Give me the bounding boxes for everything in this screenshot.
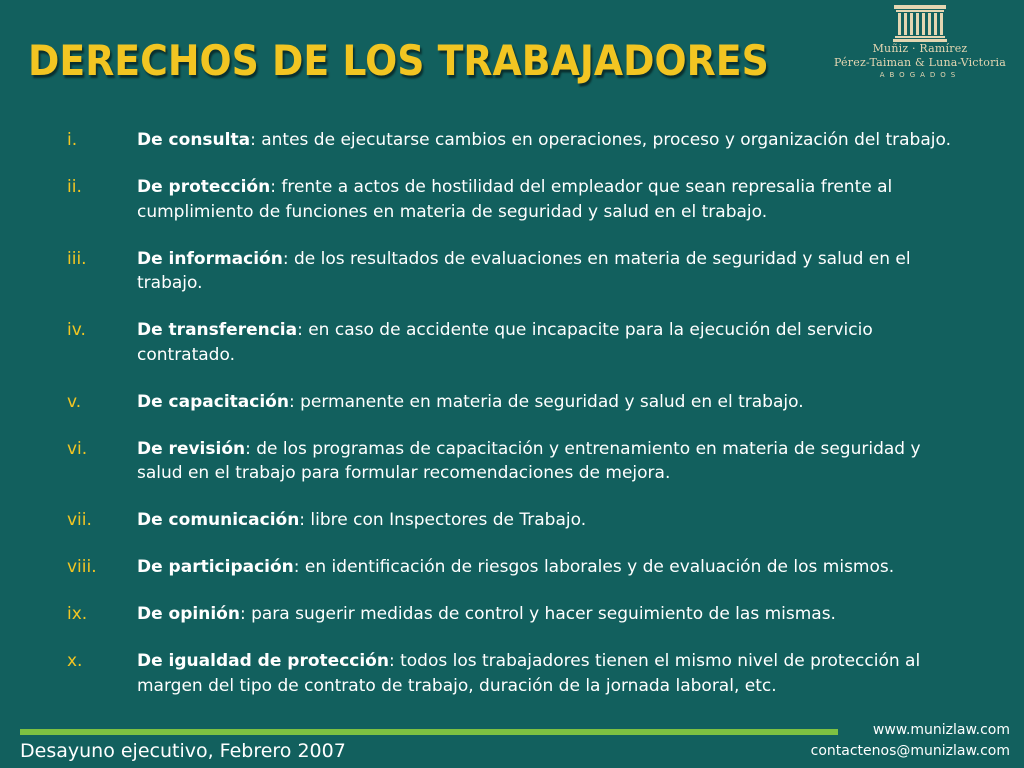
list-item [0,175,1024,224]
item-body [137,437,967,486]
item-number: ix. [67,604,88,624]
logo-subtitle: ABOGADOS [879,71,961,79]
rights-list [0,128,1024,721]
item-body [137,175,967,224]
item-term: De protección [137,177,271,197]
item-description: : todos los trabajadores tienen el mismo nivel de protección al margen del tipo de contrato de trabajo, duración de la jornada laboral, etc. [137,651,921,696]
item-term: De consulta [137,130,251,150]
footer-event: Desayuno ejecutivo, Febrero 2007 [20,740,346,762]
item-term: De comunicación [137,510,300,530]
logo-firm-name-line1: Muñiz · Ramírez [872,42,968,55]
item-body [137,555,967,580]
item-body [137,602,967,627]
website-link[interactable]: www.munizlaw.com [872,722,1010,738]
item-number: x. [67,651,83,671]
list-item [0,508,1024,533]
item-description: : antes de ejecutarse cambios en operaciones, proceso y organización del trabajo. [250,130,951,150]
item-term: De capacitación [137,391,289,412]
item-body [137,318,967,367]
item-number: v. [67,391,82,412]
list-item [0,128,1024,153]
item-description: : de los programas de capacitación y entrenamiento en materia de seguridad y salud en el trabajo para formular recomendaciones de mejora. [137,438,921,483]
slide-title: DERECHOS DE LOS TRABAJADORES [28,36,769,85]
item-body [137,508,967,533]
building-columns-icon [892,4,948,42]
item-term: De participación [137,557,294,577]
item-body [137,390,967,415]
item-number: viii. [67,557,97,577]
item-term: De información [137,248,283,269]
item-description: : en identificación de riesgos laborales y de evaluación de los mismos. [293,557,895,577]
item-number: iv. [67,320,86,340]
item-term: De revisión [137,438,246,459]
firm-logo [822,4,1018,90]
list-item [0,649,1024,698]
list-item [0,390,1024,415]
logo-firm-name-line2: Pérez-Taiman & Luna-Victoria [833,56,1007,69]
item-term: De opinión [137,604,240,624]
list-item [0,555,1024,580]
item-body [137,247,967,296]
item-description: : libre con Inspectores de Trabajo. [299,510,587,530]
list-item [0,247,1024,296]
list-item [0,437,1024,486]
item-description: : en caso de accidente que incapacite para la ejecución del servicio contratado. [137,320,873,365]
item-body [137,128,967,153]
item-description: : frente a actos de hostilidad del empleador que sean represalia frente al cumplimiento de funciones en materia de seguridad y salud en el trabajo. [137,177,893,222]
list-item [0,602,1024,627]
item-description: : permanente en materia de seguridad y salud en el trabajo. [288,391,804,412]
item-number: iii. [67,248,87,269]
item-body [137,649,967,698]
item-description: : para sugerir medidas de control y hacer seguimiento de las mismas. [239,604,836,624]
item-term: De igualdad de protección [137,651,389,671]
email-link[interactable]: contactenos@munizlaw.com [810,743,1010,759]
item-number: vi. [67,438,88,459]
item-term: De transferencia [137,320,298,340]
footer-contact [811,720,1010,762]
item-number: ii. [67,177,82,197]
footer-divider [20,729,838,735]
item-description: : de los resultados de evaluaciones en materia de seguridad y salud en el trabajo. [137,248,911,293]
list-item [0,318,1024,367]
item-number: i. [67,130,78,150]
item-number: vii. [67,510,92,530]
